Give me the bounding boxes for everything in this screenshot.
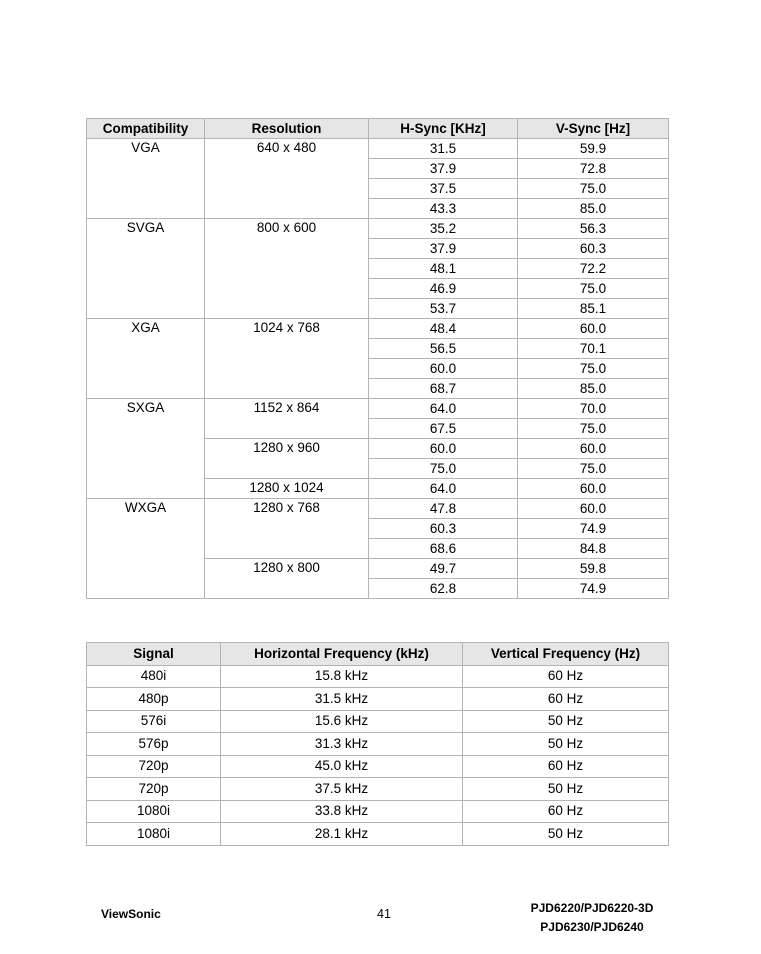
horizontal-frequency-cell: 33.8 kHz bbox=[221, 800, 463, 823]
table-row bbox=[87, 499, 669, 519]
hsync-cell: 60.0 bbox=[369, 359, 518, 379]
compatibility-cell: SXGA bbox=[87, 399, 205, 499]
hsync-cell: 56.5 bbox=[369, 339, 518, 359]
table-row bbox=[87, 800, 669, 823]
compatibility-timing-table bbox=[86, 118, 669, 599]
hsync-cell: 46.9 bbox=[369, 279, 518, 299]
table-row bbox=[87, 665, 669, 688]
signal-cell: 480i bbox=[87, 665, 221, 688]
hsync-cell: 67.5 bbox=[369, 419, 518, 439]
resolution-cell: 1152 x 864 bbox=[205, 399, 369, 439]
vsync-cell: 85.0 bbox=[518, 199, 669, 219]
resolution-cell: 1280 x 960 bbox=[205, 439, 369, 479]
vsync-cell: 75.0 bbox=[518, 419, 669, 439]
resolution-cell: 800 x 600 bbox=[205, 219, 369, 319]
hsync-cell: 64.0 bbox=[369, 399, 518, 419]
vertical-frequency-cell: 60 Hz bbox=[463, 665, 669, 688]
vsync-cell: 59.9 bbox=[518, 139, 669, 159]
hsync-cell: 68.6 bbox=[369, 539, 518, 559]
table-header-row bbox=[87, 643, 669, 666]
vsync-cell: 74.9 bbox=[518, 579, 669, 599]
header-compatibility: Compatibility bbox=[87, 119, 205, 139]
hsync-cell: 48.1 bbox=[369, 259, 518, 279]
signal-cell: 720p bbox=[87, 778, 221, 801]
page-number: 41 bbox=[377, 907, 391, 921]
header-vertical-frequency: Vertical Frequency (Hz) bbox=[463, 643, 669, 666]
horizontal-frequency-cell: 31.5 kHz bbox=[221, 688, 463, 711]
signal-cell: 480p bbox=[87, 688, 221, 711]
vsync-cell: 75.0 bbox=[518, 459, 669, 479]
horizontal-frequency-cell: 15.6 kHz bbox=[221, 710, 463, 733]
vertical-frequency-cell: 60 Hz bbox=[463, 800, 669, 823]
horizontal-frequency-cell: 28.1 kHz bbox=[221, 823, 463, 846]
header-resolution: Resolution bbox=[205, 119, 369, 139]
horizontal-frequency-cell: 45.0 kHz bbox=[221, 755, 463, 778]
table-row bbox=[87, 399, 669, 419]
table-row bbox=[87, 823, 669, 846]
signal-cell: 576p bbox=[87, 733, 221, 756]
resolution-cell: 1280 x 1024 bbox=[205, 479, 369, 499]
signal-cell: 1080i bbox=[87, 800, 221, 823]
footer-model-line1: PJD6220/PJD6220-3D bbox=[530, 901, 654, 915]
table-row bbox=[87, 139, 669, 159]
compatibility-cell: WXGA bbox=[87, 499, 205, 599]
hsync-cell: 75.0 bbox=[369, 459, 518, 479]
compatibility-cell: XGA bbox=[87, 319, 205, 399]
vertical-frequency-cell: 50 Hz bbox=[463, 823, 669, 846]
footer-model bbox=[508, 899, 676, 937]
hsync-cell: 53.7 bbox=[369, 299, 518, 319]
table-row bbox=[87, 755, 669, 778]
horizontal-frequency-cell: 31.3 kHz bbox=[221, 733, 463, 756]
vsync-cell: 85.0 bbox=[518, 379, 669, 399]
hsync-cell: 68.7 bbox=[369, 379, 518, 399]
vsync-cell: 74.9 bbox=[518, 519, 669, 539]
hsync-cell: 60.3 bbox=[369, 519, 518, 539]
vsync-cell: 59.8 bbox=[518, 559, 669, 579]
table-header-row bbox=[87, 119, 669, 139]
hsync-cell: 31.5 bbox=[369, 139, 518, 159]
vsync-cell: 60.0 bbox=[518, 439, 669, 459]
resolution-cell: 1280 x 800 bbox=[205, 559, 369, 599]
vsync-cell: 75.0 bbox=[518, 279, 669, 299]
resolution-cell: 1280 x 768 bbox=[205, 499, 369, 559]
resolution-cell: 1024 x 768 bbox=[205, 319, 369, 399]
hsync-cell: 60.0 bbox=[369, 439, 518, 459]
vsync-cell: 56.3 bbox=[518, 219, 669, 239]
vsync-cell: 70.1 bbox=[518, 339, 669, 359]
vsync-cell: 75.0 bbox=[518, 179, 669, 199]
hsync-cell: 62.8 bbox=[369, 579, 518, 599]
vsync-cell: 75.0 bbox=[518, 359, 669, 379]
vsync-cell: 70.0 bbox=[518, 399, 669, 419]
hsync-cell: 37.5 bbox=[369, 179, 518, 199]
hsync-cell: 48.4 bbox=[369, 319, 518, 339]
hsync-cell: 47.8 bbox=[369, 499, 518, 519]
signal-frequency-table bbox=[86, 642, 669, 846]
resolution-cell: 640 x 480 bbox=[205, 139, 369, 219]
header-signal: Signal bbox=[87, 643, 221, 666]
signal-cell: 720p bbox=[87, 755, 221, 778]
vsync-cell: 60.0 bbox=[518, 499, 669, 519]
vertical-frequency-cell: 60 Hz bbox=[463, 688, 669, 711]
signal-cell: 1080i bbox=[87, 823, 221, 846]
horizontal-frequency-cell: 15.8 kHz bbox=[221, 665, 463, 688]
header-vsync: V-Sync [Hz] bbox=[518, 119, 669, 139]
vsync-cell: 72.8 bbox=[518, 159, 669, 179]
vsync-cell: 72.2 bbox=[518, 259, 669, 279]
vertical-frequency-cell: 50 Hz bbox=[463, 733, 669, 756]
vsync-cell: 84.8 bbox=[518, 539, 669, 559]
table-row bbox=[87, 733, 669, 756]
table-row bbox=[87, 219, 669, 239]
header-hsync: H-Sync [KHz] bbox=[369, 119, 518, 139]
vertical-frequency-cell: 60 Hz bbox=[463, 755, 669, 778]
header-horizontal-frequency: Horizontal Frequency (kHz) bbox=[221, 643, 463, 666]
vsync-cell: 60.0 bbox=[518, 479, 669, 499]
compatibility-cell: VGA bbox=[87, 139, 205, 219]
vertical-frequency-cell: 50 Hz bbox=[463, 710, 669, 733]
vsync-cell: 60.0 bbox=[518, 319, 669, 339]
vsync-cell: 85.1 bbox=[518, 299, 669, 319]
table-row bbox=[87, 319, 669, 339]
hsync-cell: 37.9 bbox=[369, 159, 518, 179]
vertical-frequency-cell: 50 Hz bbox=[463, 778, 669, 801]
footer-model-line2: PJD6230/PJD6240 bbox=[540, 920, 644, 934]
table-row bbox=[87, 778, 669, 801]
hsync-cell: 64.0 bbox=[369, 479, 518, 499]
signal-cell: 576i bbox=[87, 710, 221, 733]
table-row bbox=[87, 688, 669, 711]
vsync-cell: 60.3 bbox=[518, 239, 669, 259]
hsync-cell: 49.7 bbox=[369, 559, 518, 579]
compatibility-cell: SVGA bbox=[87, 219, 205, 319]
footer-brand: ViewSonic bbox=[101, 907, 161, 921]
hsync-cell: 37.9 bbox=[369, 239, 518, 259]
hsync-cell: 35.2 bbox=[369, 219, 518, 239]
horizontal-frequency-cell: 37.5 kHz bbox=[221, 778, 463, 801]
table-row bbox=[87, 710, 669, 733]
hsync-cell: 43.3 bbox=[369, 199, 518, 219]
